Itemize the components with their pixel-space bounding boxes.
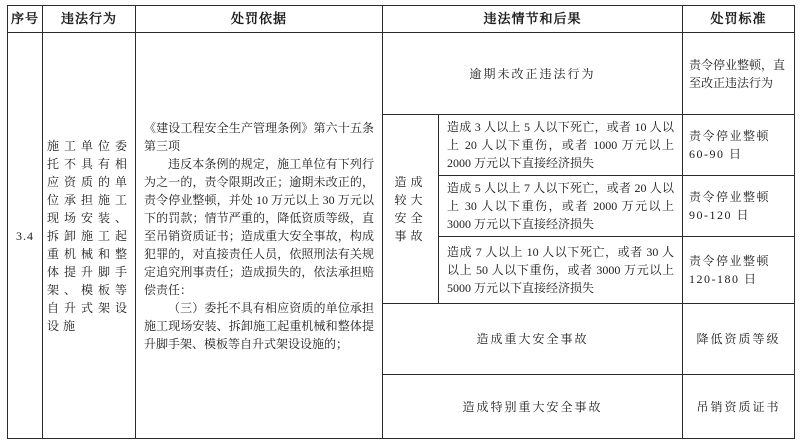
group-label-larger-accident: 造成较大安全事故 [383, 115, 439, 304]
penalty-table [7, 5, 795, 439]
penalty-overdue: 责令停业整顿，直至改正违法行为 [683, 33, 795, 115]
table-header-row [8, 6, 795, 33]
document-sheet [7, 5, 795, 439]
circumstance-extreme: 造成特别重大安全事故 [383, 375, 683, 439]
header-standard: 处罚标准 [683, 6, 795, 33]
circumstance-major: 造成重大安全事故 [383, 304, 683, 375]
header-circumstance: 违法情节和后果 [383, 6, 683, 33]
circumstance-overdue: 逾期未改正违法行为 [383, 33, 683, 115]
penalty-group-2: 责令停业整顿 90-120 日 [683, 176, 795, 237]
circumstance-group-2: 造成 5 人以上 7 人以下死亡，或者 20 人以上 30 人以下重伤，或者 2000 万元以上 3000 万元以下直接经济损失 [439, 176, 683, 237]
penalty-extreme: 吊销资质证书 [683, 375, 795, 439]
violation-cell: 施工单位委托不具有相应资质的单位承担施工现场安装、拆卸施工起重机械和整体提升脚手架、模板等自升式架设设施 [43, 33, 136, 439]
basis-paragraph-2: （三）委托不具有相应资质的单位承担施工现场安装、拆卸施工起重机械和整体提升脚手架、模板等自升式架设设施的； [144, 300, 374, 351]
basis-paragraph-1: 违反本条例的规定，施工单位有下列行为之一的，责令限期改正；逾期未改正的，责令停业整顿，并处 10 万元以上 30 万元以下的罚款；情节严重的，降低资质等级，直至吊销资质证书；造成重大安全事故，构成犯罪的，对直接责任人员，依照刑法有关规定追究刑事责任；造成损失的，依法承担赔偿责任： [144, 156, 374, 297]
serial-number-cell: 3.4 [8, 33, 43, 439]
header-basis: 处罚依据 [136, 6, 383, 33]
basis-cell [136, 33, 383, 439]
circumstance-group-3: 造成 7 人以上 10 人以下死亡，或者 30 人以上 50 人以下重伤，或者 3000 万元以上 5000 万元以下直接经济损失 [439, 237, 683, 304]
header-violation: 违法行为 [43, 6, 136, 33]
penalty-group-3: 责令停业整顿 120-180 日 [683, 237, 795, 304]
circumstance-group-1: 造成 3 人以上 5 人以下死亡，或者 10 人以上 20 人以下重伤，或者 1000 万元以上 2000 万元以下直接经济损失 [439, 115, 683, 176]
table-row-overdue [8, 33, 795, 115]
basis-title: 《建设工程安全生产管理条例》第六十五条第三项 [144, 120, 374, 153]
penalty-major: 降低资质等级 [683, 304, 795, 375]
header-serial: 序号 [8, 6, 43, 33]
penalty-group-1: 责令停业整顿 60-90 日 [683, 115, 795, 176]
